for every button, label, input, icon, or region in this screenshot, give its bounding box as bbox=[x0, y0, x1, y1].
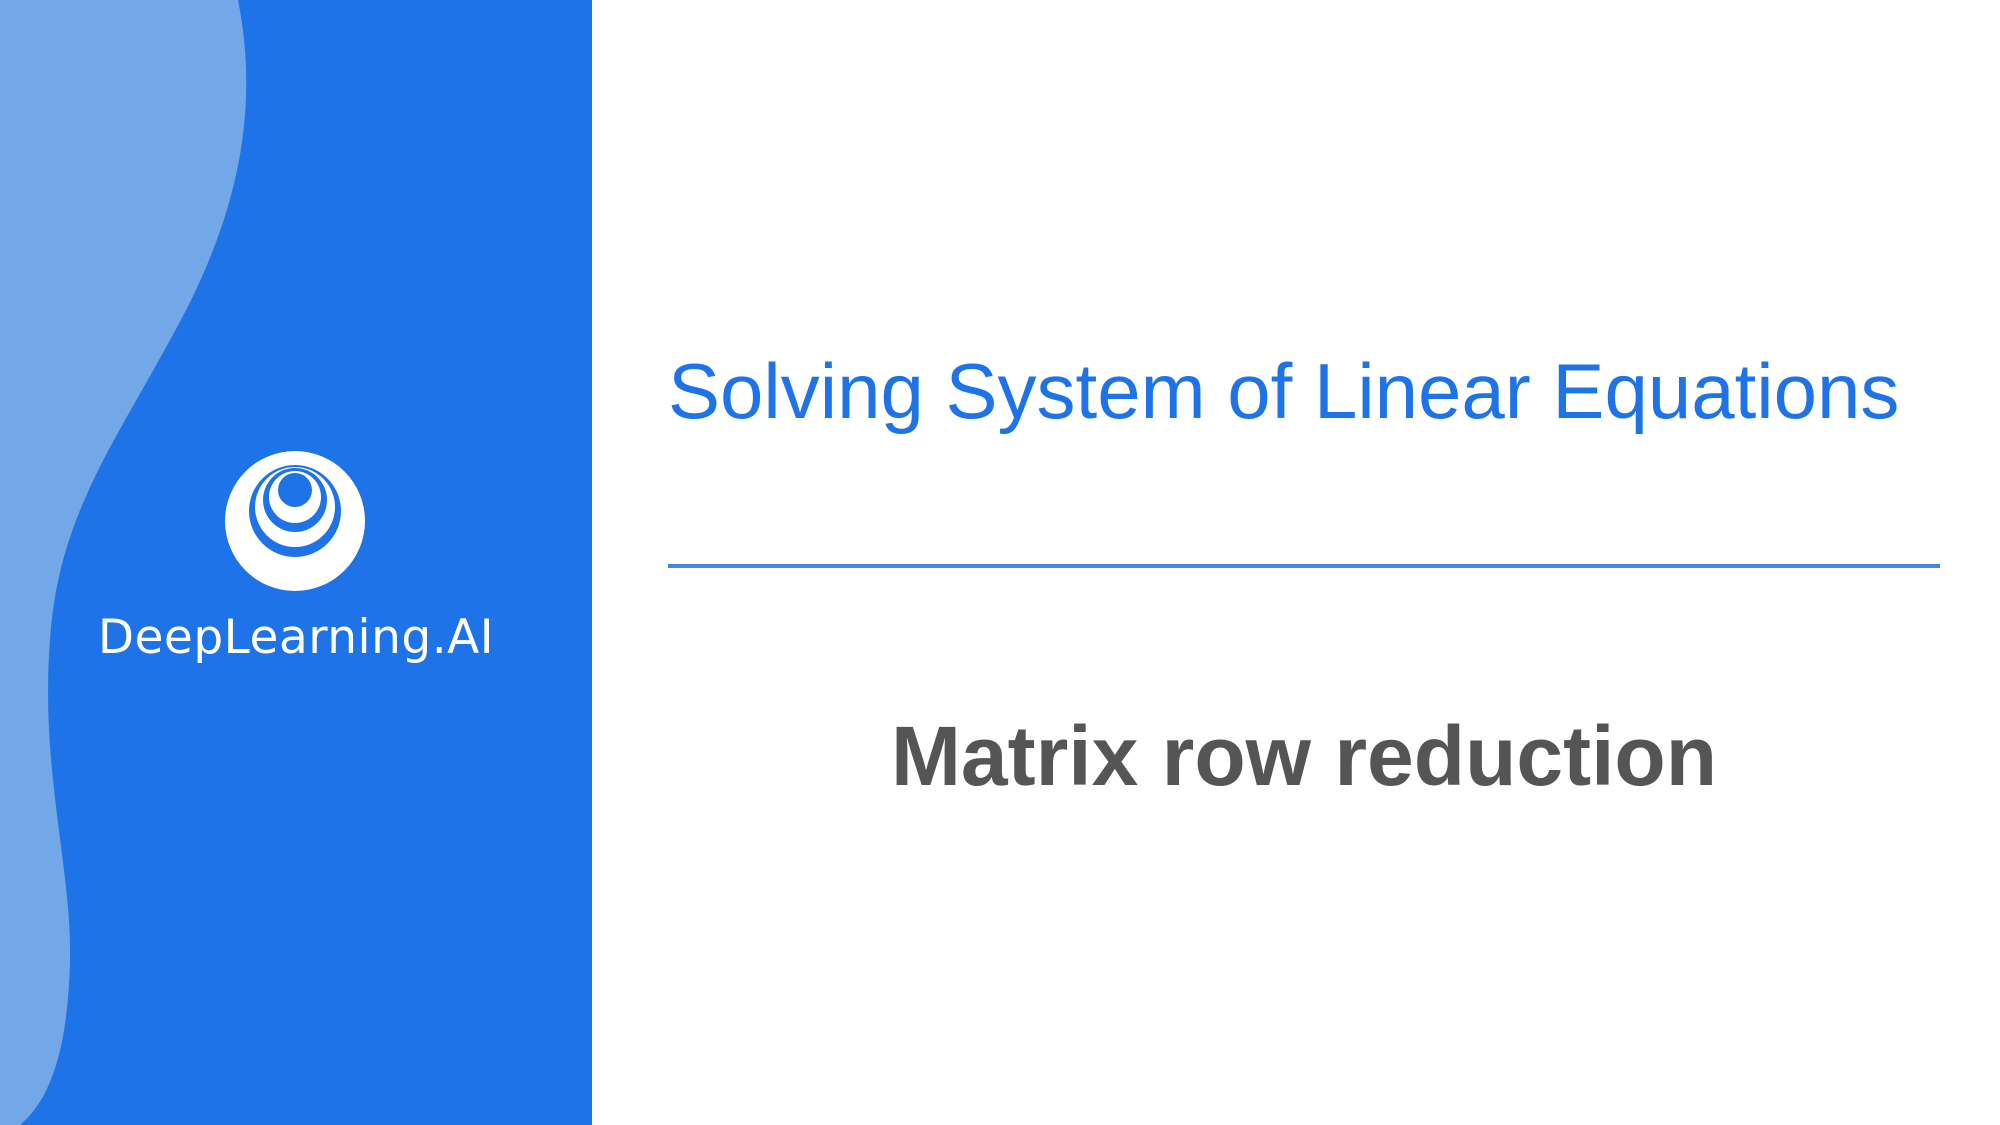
deeplearning-ai-logo-icon bbox=[224, 450, 366, 592]
slide-title: Solving System of Linear Equations bbox=[668, 347, 1900, 435]
brand-panel bbox=[0, 0, 592, 1125]
brand-name: DeepLearning.AI bbox=[97, 610, 495, 665]
slide-subtitle: Matrix row reduction bbox=[890, 709, 1718, 803]
title-divider bbox=[668, 564, 1940, 568]
